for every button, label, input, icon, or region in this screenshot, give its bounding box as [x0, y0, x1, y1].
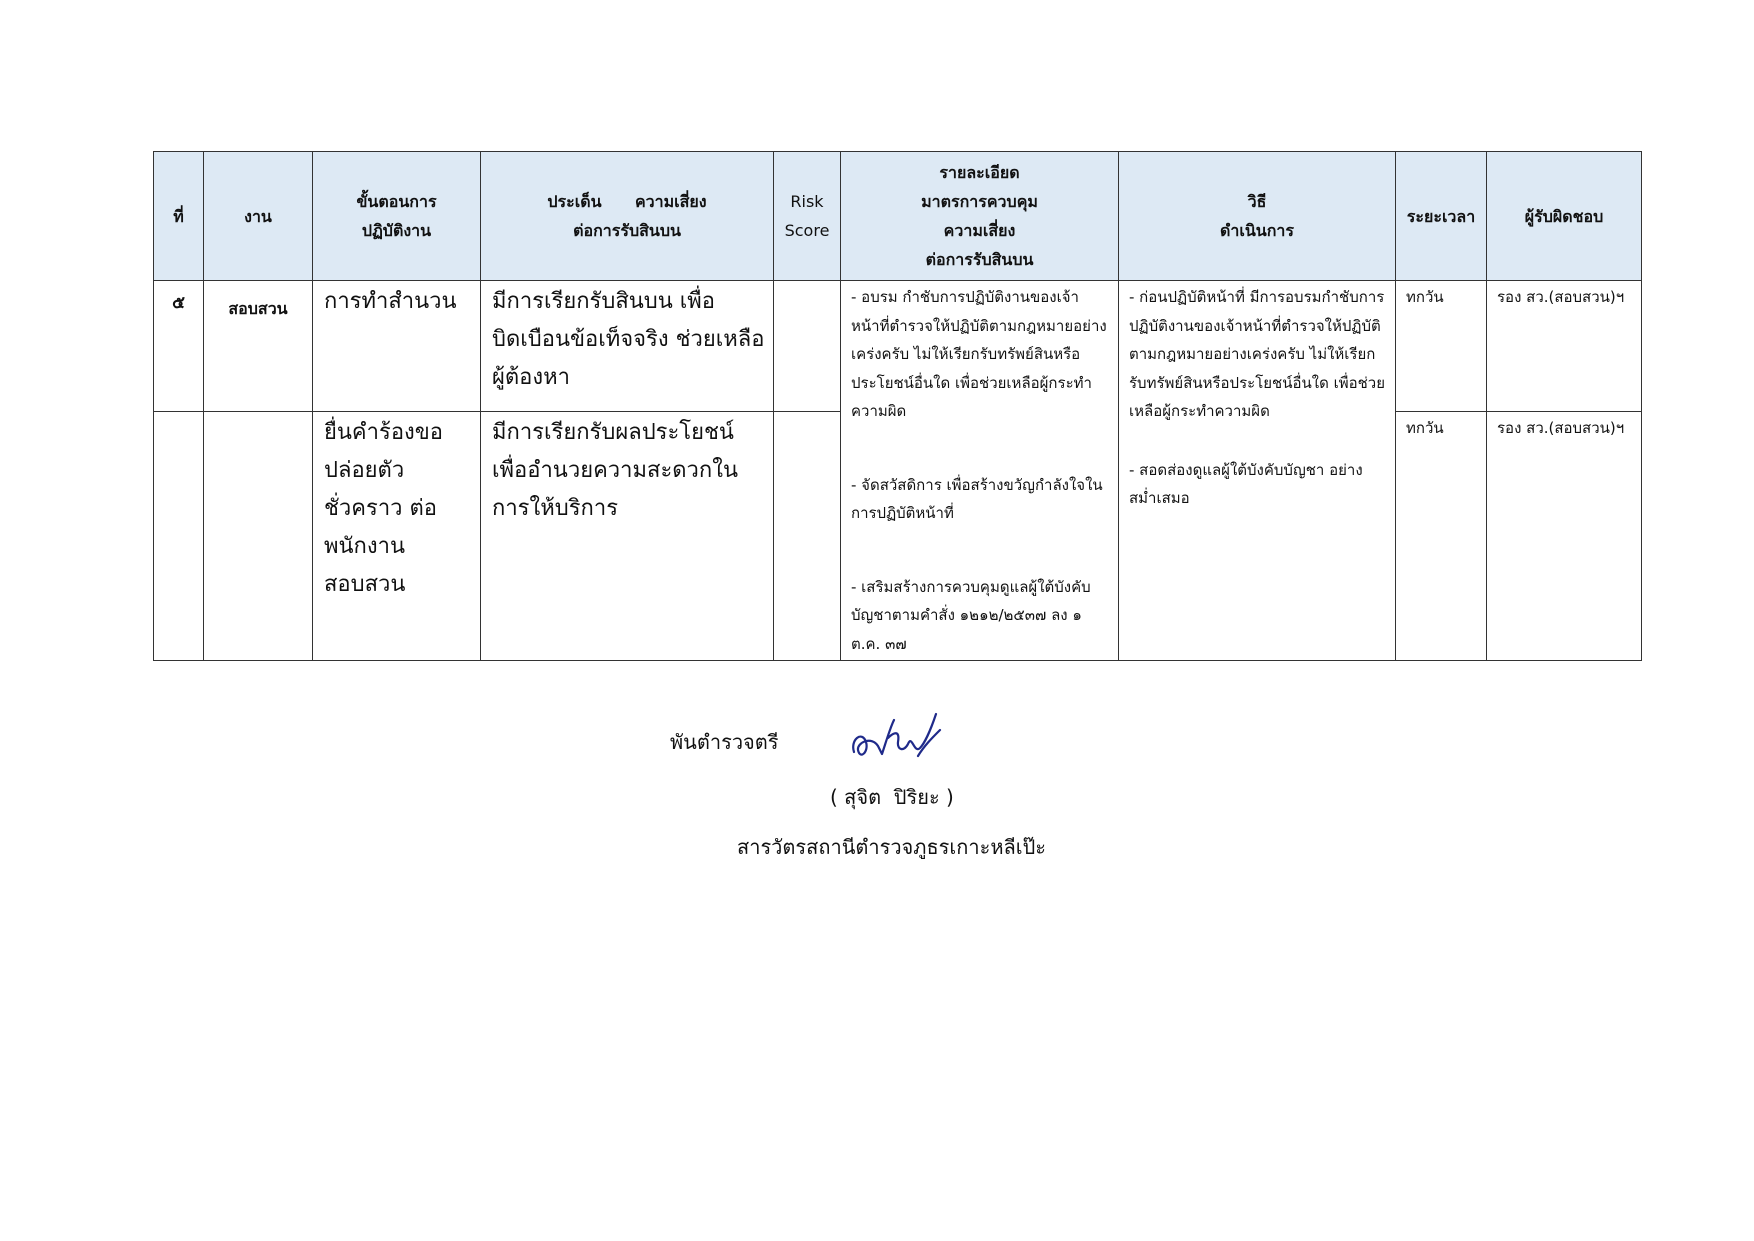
header-issue: ประเด็น ความเสี่ยง ต่อการรับสินบน — [481, 152, 774, 281]
method-item: - สอดส่องดูแลผู้ใต้บังคับบัญชา อย่างสม่ำเสมอ — [1129, 460, 1363, 507]
header-method: วิธี ดำเนินการ — [1119, 152, 1396, 281]
row-risk-score — [774, 281, 841, 412]
method-item: - ก่อนปฏิบัติหน้าที่ มีการอบรมกำชับการปฏิบัติงานของเจ้าหน้าที่ตำรวจให้ปฏิบัติตามกฎหมายอย่างเคร่งครับ ไม่ให้เรียกรับทรัพย์สินหรือประโยชน์อื่นใด เพื่อช่วยเหลือผู้กระทำความผิด — [1129, 288, 1385, 420]
row-no: ๕ — [154, 281, 204, 412]
row-no — [154, 412, 204, 661]
header-control: รายละเอียด มาตรการควบคุม ความเสี่ยง ต่อการรับสินบน — [841, 152, 1119, 281]
header-row — [154, 152, 1642, 281]
row-work: สอบสวน — [204, 281, 313, 412]
signature-image — [848, 708, 948, 766]
control-measures-cell — [841, 281, 1119, 661]
signature-position: สารวัตรสถานีตำรวจภูธรเกาะหลีเป๊ะ — [737, 835, 1047, 859]
control-measure: - จัดสวัสดิการ เพื่อสร้างขวัญกำลังใจในการปฏิบัติหน้าที่ — [851, 475, 1103, 522]
row-risk-score — [774, 412, 841, 661]
risk-table — [153, 151, 1642, 661]
header-period: ระยะเวลา — [1396, 152, 1487, 281]
row-issue: มีการเรียกรับผลประโยชน์เพื่ออำนวยความสะดวกในการให้บริการ — [481, 412, 774, 661]
row-issue: มีการเรียกรับสินบน เพื่อบิดเบือนข้อเท็จจริง ช่วยเหลือผู้ต้องหา — [481, 281, 774, 412]
row-responsible: รอง สว.(สอบสวน)ฯ — [1487, 412, 1642, 661]
signature-rank: พันตำรวจตรี — [670, 730, 779, 754]
header-no: ที่ — [154, 152, 204, 281]
signature-stroke — [853, 714, 940, 756]
table-row — [154, 281, 1642, 412]
row-procedure: การทำสำนวน — [313, 281, 481, 412]
header-responsible: ผู้รับผิดชอบ — [1487, 152, 1642, 281]
header-procedure: ขั้นตอนการ ปฏิบัติงาน — [313, 152, 481, 281]
row-period: ทกวัน — [1396, 412, 1487, 661]
row-responsible: รอง สว.(สอบสวน)ฯ — [1487, 281, 1642, 412]
row-period: ทกวัน — [1396, 281, 1487, 412]
header-work: งาน — [204, 152, 313, 281]
row-work — [204, 412, 313, 661]
signature-name: ( สุจิต ปิริยะ ) — [830, 785, 954, 809]
header-risk-score: Risk Score — [774, 152, 841, 281]
control-measure: - อบรม กำชับการปฏิบัติงานของเจ้าหน้าที่ตำรวจให้ปฏิบัติตามกฎหมายอย่างเคร่งครับ ไม่ให้เรียกรับทรัพย์สินหรือประโยชน์อื่นใด เพื่อช่วยเหลือผู้กระทำความผิด — [851, 288, 1107, 420]
row-procedure: ยื่นคำร้องขอปล่อยตัวชั่วคราว ต่อพนักงานสอบสวน — [313, 412, 481, 661]
methods-cell — [1119, 281, 1396, 661]
control-measure: - เสริมสร้างการควบคุมดูแลผู้ใต้บังคับบัญชาตามคำสั่ง ๑๒๑๒/๒๕๓๗ ลง ๑ ต.ค. ๓๗ — [851, 577, 1091, 653]
